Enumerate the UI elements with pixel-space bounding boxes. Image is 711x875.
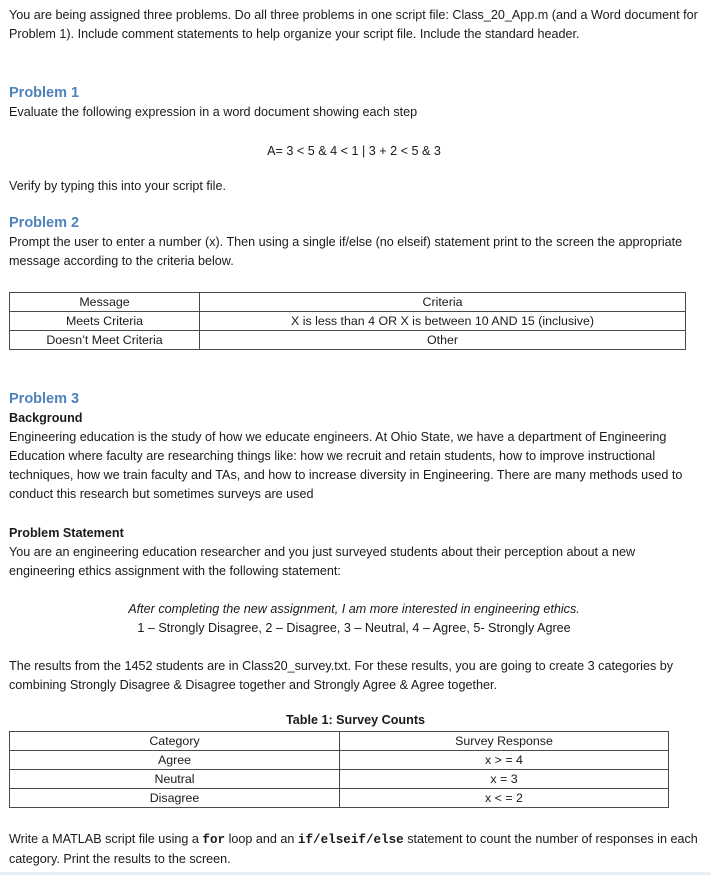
problem-1-expression-block <box>9 142 699 161</box>
criteria-table <box>9 292 686 350</box>
results-paragraph <box>9 657 699 695</box>
table-header-cell: Survey Response <box>340 732 669 751</box>
problem-1-heading: Problem 1 <box>9 85 80 101</box>
table-row <box>10 751 669 770</box>
table-header-row <box>10 293 686 312</box>
table-cell: Neutral <box>10 770 340 789</box>
intro-text: You are being assigned three problems. Do all three problems in one script file: Class_20_App.m (and a Word document for Problem 1). Include comment statements to help organize your script file. Include the standard header. <box>9 8 698 41</box>
table-header-cell: Category <box>10 732 340 751</box>
table-cell: x < = 2 <box>340 789 669 808</box>
final-instruction <box>9 830 699 869</box>
table-cell: x = 3 <box>340 770 669 789</box>
final-text-part: statement to count the number of responses in each category. Print the results to the screen. <box>9 832 698 866</box>
final-text-part: Write a MATLAB script file using a <box>9 832 203 846</box>
problem-1-expression: A= 3 < 5 & 4 < 1 | 3 + 2 < 5 & 3 <box>267 144 441 158</box>
survey-scale: 1 – Strongly Disagree, 2 – Disagree, 3 – Neutral, 4 – Agree, 5- Strongly Agree <box>137 621 571 635</box>
survey-counts-table <box>9 731 669 808</box>
problem-3-heading: Problem 3 <box>9 391 80 407</box>
table-cell: Doesn’t Meet Criteria <box>10 331 200 350</box>
problem-1-verify-block <box>9 177 699 196</box>
table-row <box>10 331 686 350</box>
final-instruction-text <box>9 830 699 869</box>
table-row <box>10 789 669 808</box>
table-row <box>10 770 669 789</box>
final-text-part: loop and an <box>225 832 298 846</box>
table-header-cell: Message <box>10 293 200 312</box>
problem-2-heading: Problem 2 <box>9 215 80 231</box>
table-cell: Agree <box>10 751 340 770</box>
problem-statement-text: You are an engineering education researcher and you just surveyed students about their perception about a new engineering ethics assignment with the following statement: <box>9 545 636 578</box>
table-header-row <box>10 732 669 751</box>
problem-1-verify: Verify by typing this into your script file. <box>9 179 226 193</box>
code-keyword: if/elseif/else <box>297 833 404 847</box>
survey-quote-block <box>9 600 699 638</box>
problem-3-section <box>9 390 699 504</box>
problem-statement-heading: Problem Statement <box>9 526 124 540</box>
background-heading: Background <box>9 411 83 425</box>
code-keyword: for <box>202 833 226 847</box>
results-text: The results from the 1452 students are in Class20_survey.txt. For these results, you are going to create 3 categories by combining Strongly Disagree & Disagree together and Strongly Agree & Agree together. <box>9 659 674 692</box>
problem-statement-section <box>9 524 699 581</box>
table-cell: Meets Criteria <box>10 312 200 331</box>
problem-1-instruction: Evaluate the following expression in a word document showing each step <box>9 105 418 119</box>
background-text: Engineering education is the study of how we educate engineers. At Ohio State, we have a department of Engineering Education where faculty are researching things like: how we recruit and retain students, how to improve instructional techniques, how we train faculty and TAs, and how to increase diversity in Engineering. There are many methods used to conduct this research but sometimes surveys are used <box>9 430 683 501</box>
survey-quote: After completing the new assignment, I am more interested in engineering ethics. <box>128 602 580 616</box>
problem-2-instruction: Prompt the user to enter a number (x). Then using a single if/else (no elseif) statement print to the screen the appropriate message according to the criteria below. <box>9 235 683 268</box>
problem-1-section <box>9 84 699 122</box>
intro-paragraph <box>9 6 699 44</box>
table-cell: X is less than 4 OR X is between 10 AND 15 (inclusive) <box>200 312 686 331</box>
table-caption: Table 1: Survey Counts <box>285 713 426 727</box>
table-header-cell: Criteria <box>200 293 686 312</box>
table-cell: x > = 4 <box>340 751 669 770</box>
problem-2-section <box>9 214 699 271</box>
table-cell: Other <box>200 331 686 350</box>
table-row <box>10 312 686 331</box>
table-cell: Disagree <box>10 789 340 808</box>
